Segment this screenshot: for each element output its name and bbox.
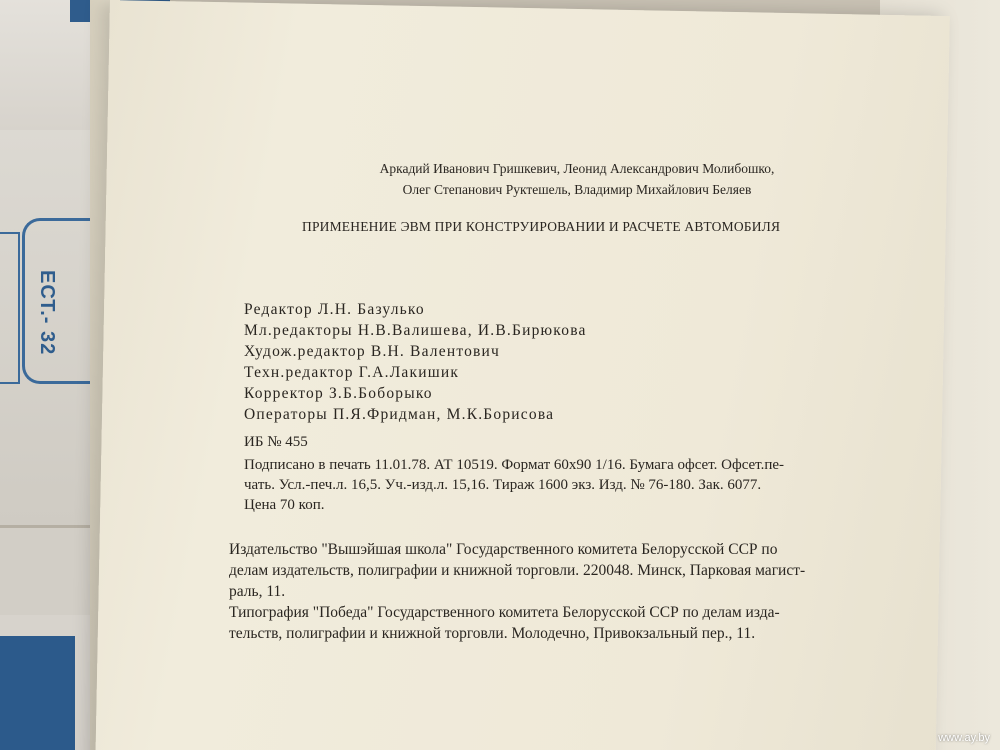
print-info-line-1: Подписано в печать 11.01.78. АТ 10519. Формат 60х90 1/16. Бумага офсет. Офсет.пе- [244, 457, 785, 473]
publisher-line-3: раль, 11. [229, 583, 286, 600]
staff-editor: Редактор Л.Н. Базулько [244, 301, 425, 318]
publisher-line-1: Издательство "Вышэйшая школа" Государственного комитета Белорусской ССР по [229, 541, 778, 558]
price: Цена 70 коп. [244, 497, 325, 513]
staff-operators: Операторы П.Я.Фридман, М.К.Борисова [244, 406, 555, 423]
staff-art-editor: Худож.редактор В.Н. Валентович [244, 343, 501, 360]
box-stamp-side [0, 232, 20, 384]
authors-line-1: Аркадий Иванович Гришкевич, Леонид Александрович Молибошко, [379, 161, 775, 176]
box-blue-print-bottom [0, 636, 75, 750]
staff-tech-editor: Техн.редактор Г.А.Лакишик [244, 364, 460, 381]
staff-proofreader: Корректор З.Б.Боборыко [244, 385, 433, 402]
printer-line-2: тельств, полиграфии и книжной торговли. Молодечно, Привокзальный пер., 11. [229, 625, 756, 642]
print-info-line-2: чать. Усл.-печ.л. 16,5. Уч.-изд.л. 15,16. Тираж 1600 экз. Изд. № 76-180. Зак. 6077. [244, 477, 762, 493]
print-info [244, 455, 784, 495]
staff-list [244, 299, 587, 425]
publisher-block [229, 539, 805, 644]
staff-junior-editors: Мл.редакторы Н.В.Валишева, И.В.Бирюкова [244, 322, 587, 339]
book-title: ПРИМЕНЕНИЕ ЭВМ ПРИ КОНСТРУИРОВАНИИ И РАСЧЕТЕ АВТОМОБИЛЯ [302, 219, 781, 234]
box-stamp-text: ЕСТ.- 32 [36, 270, 58, 356]
ib-number: ИБ № 455 [244, 434, 308, 450]
printer-line-1: Типография "Победа" Государственного комитета Белорусской ССР по делам изда- [229, 604, 780, 621]
site-watermark: www.ay.by [938, 732, 990, 744]
authors-block [302, 158, 852, 200]
publisher-line-2: делам издательств, полиграфии и книжной торговли. 220048. Минск, Парковая магист- [229, 562, 806, 579]
authors-line-2: Олег Степанович Руктешель, Владимир Михайлович Беляев [402, 182, 752, 197]
